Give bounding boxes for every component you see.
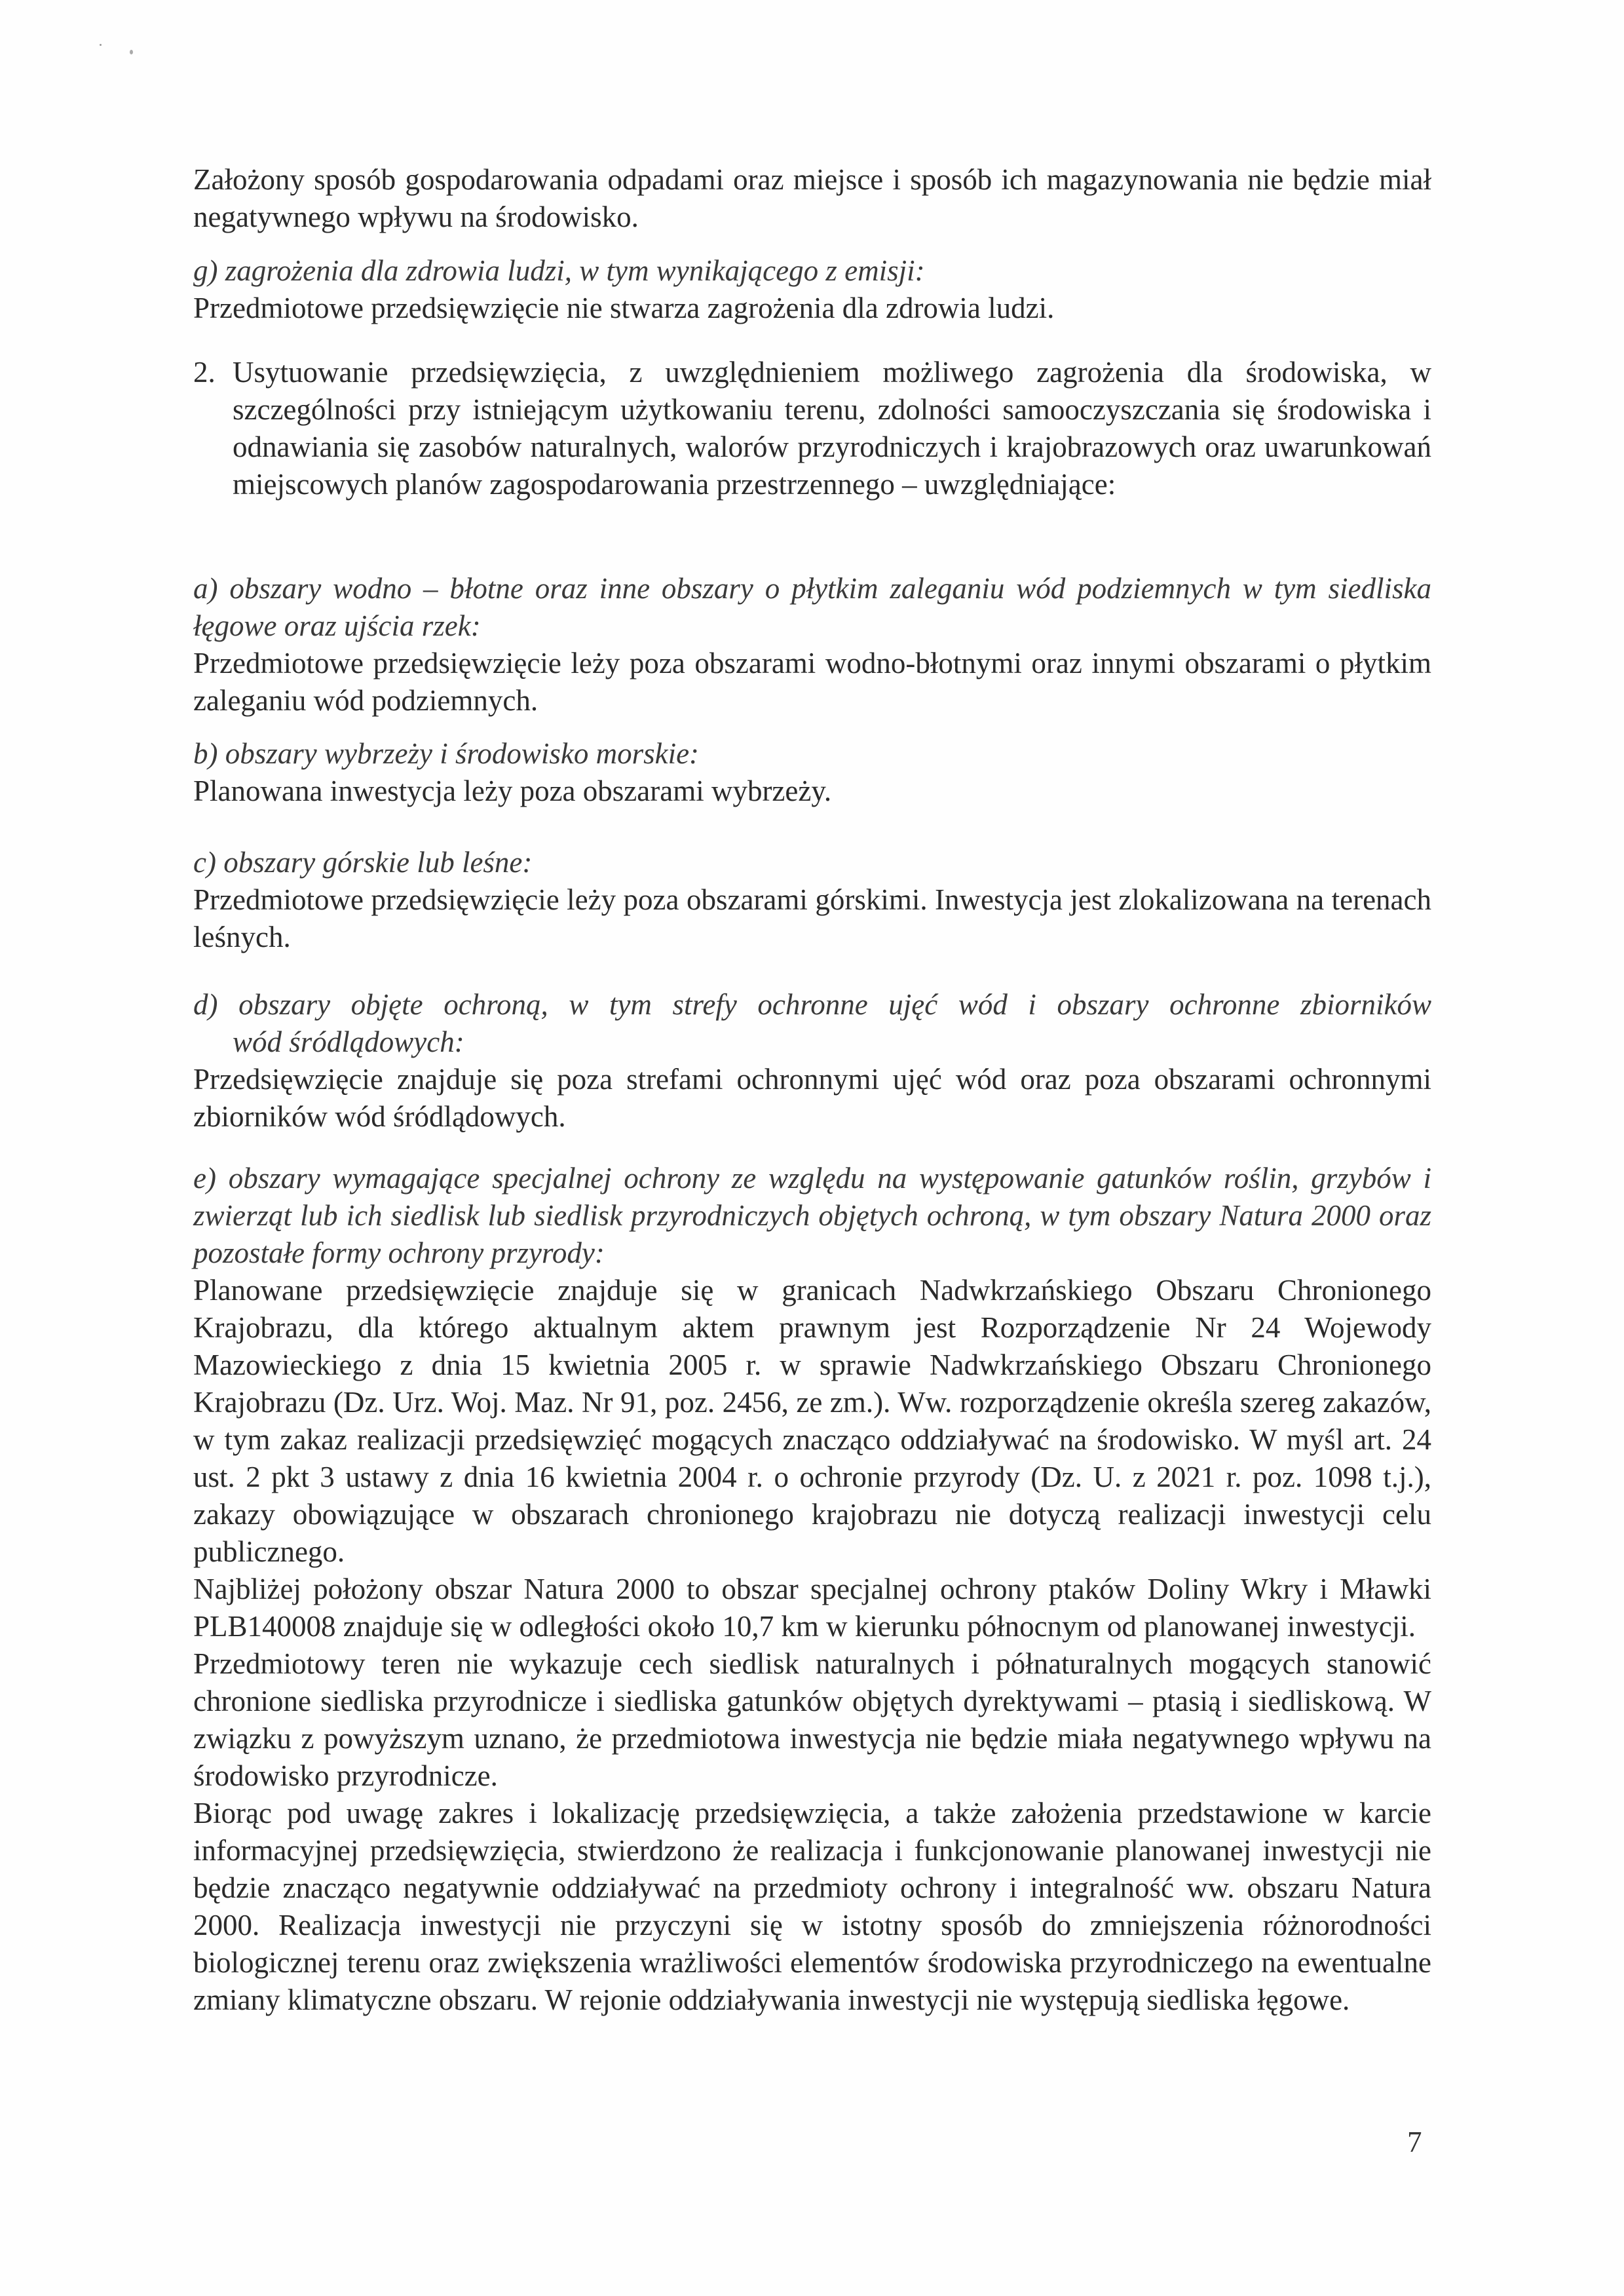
section-2-number: 2. [193,356,216,389]
section-e-paragraph: Przedmiotowy teren nie wykazuje cech siedlisk naturalnych i półnaturalnych mogących stanowić chronione siedliska przyrodnicze i siedliska gatunków objętych dyrektywami – ptasią i siedliskową. W związku z powyższym uznano, że przedmiotowa inwestycja nie będzie miała negatywnego wpływu na środowisko przyrodnicze. [193,1647,1431,1792]
section-b-heading: b) obszary wybrzeży i środowisko morskie: [193,737,700,770]
section-g-heading: g) zagrożenia dla zdrowia ludzi, w tym wynikającego z emisji: [193,254,925,287]
section-a-body: Przedmiotowe przedsięwzięcie leży poza obszarami wodno-błotnymi oraz innymi obszarami o płytkim zaleganiu wód podziemnych. [193,647,1431,717]
page-number: 7 [1407,2126,1422,2158]
section-d-heading-line2: wód śródlądowych: [233,1025,464,1058]
section-d-body: Przedsięwzięcie znajduje się poza strefami ochronnymi ujęć wód oraz poza obszarami ochronnymi zbiorników wód śródlądowych. [193,1063,1431,1133]
scan-speck [130,50,133,54]
section-c-body: Przedmiotowe przedsięwzięcie leży poza obszarami górskimi. Inwestycja jest zlokalizowana na terenach leśnych. [193,883,1431,953]
section-a-heading: a) obszary wodno – błotne oraz inne obszary o płytkim zaleganiu wód podziemnych w tym siedliska łęgowe oraz ujścia rzek: [193,572,1431,642]
section-e-paragraph: Najbliżej położony obszar Natura 2000 to obszar specjalnej ochrony ptaków Doliny Wkry i Mławki PLB140008 znajduje się w odległości około 10,7 km w kierunku północnym od planowanej inwestycji. [193,1573,1431,1643]
intro-paragraph: Założony sposób gospodarowania odpadami oraz miejsce i sposób ich magazynowania nie będzie miał negatywnego wpływu na środowisko. [193,163,1431,233]
section-d-heading [193,986,1431,1061]
section-e-paragraph: Biorąc pod uwagę zakres i lokalizację przedsięwzięcia, a także założenia przedstawione w karcie informacyjnej przedsięwzięcia, stwierdzono że realizacja i funkcjonowanie planowanej inwestycji nie będzie znacząco negatywnie oddziaływać na przedmioty ochrony i integralność ww. obszaru Natura 2000. Realizacja inwestycji nie przyczyni się w istotny sposób do zmniejszenia różnorodności biologicznej terenu oraz zwiększenia wrażliwości elementów środowiska przyrodniczego na ewentualne zmiany klimatyczne obszaru. W rejonie oddziaływania inwestycji nie występują siedliska łęgowe. [193,1797,1431,2016]
section-c-heading: c) obszary górskie lub leśne: [193,846,533,879]
section-2-text: Usytuowanie przedsięwzięcia, z uwzględnieniem możliwego zagrożenia dla środowiska, w szczególności przy istniejącym użytkowaniu terenu, zdolności samooczyszczania się środowiska i odnawiania się zasobów naturalnych, walorów przyrodniczych i krajobrazowych oraz uwarunkowań miejscowych planów zagospodarowania przestrzennego – uwzględniające: [233,356,1431,501]
section-e-body [193,1272,1431,2019]
section-d-heading-line1: d) obszary objęte ochroną, w tym strefy ochronne ujęć wód i obszary ochronne zbiorników [193,988,1431,1021]
section-g-body: Przedmiotowe przedsięwzięcie nie stwarza zagrożenia dla zdrowia ludzi. [193,292,1055,324]
section-2 [193,354,1431,503]
section-e-paragraph: Planowane przedsięwzięcie znajduje się w granicach Nadwkrzańskiego Obszaru Chronionego Krajobrazu, dla którego aktualnym aktem prawnym jest Rozporządzenie Nr 24 Wojewody Mazowieckiego z dnia 15 kwietnia 2005 r. w sprawie Nadwkrzańskiego Obszaru Chronionego Krajobrazu (Dz. Urz. Woj. Maz. Nr 91, poz. 2456, ze zm.). Ww. rozporządzenie określa szereg zakazów, w tym zakaz realizacji przedsięwzięć mogących znacząco oddziaływać na środowisko. W myśl art. 24 ust. 2 pkt 3 ustawy z dnia 16 kwietnia 2004 r. o ochronie przyrody (Dz. U. z 2021 r. poz. 1098 t.j.), zakazy obowiązujące w obszarach chronionego krajobrazu nie dotyczą realizacji inwestycji celu publicznego. [193,1274,1431,1568]
section-b-body: Planowana inwestycja leży poza obszarami wybrzeży. [193,775,832,807]
section-e-heading: e) obszary wymagające specjalnej ochrony ze względu na występowanie gatunków roślin, grzybów i zwierząt lub ich siedlisk lub siedlisk przyrodniczych objętych ochroną, w tym obszary Natura 2000 oraz pozostałe formy ochrony przyrody: [193,1162,1431,1269]
scan-speck [100,44,102,46]
